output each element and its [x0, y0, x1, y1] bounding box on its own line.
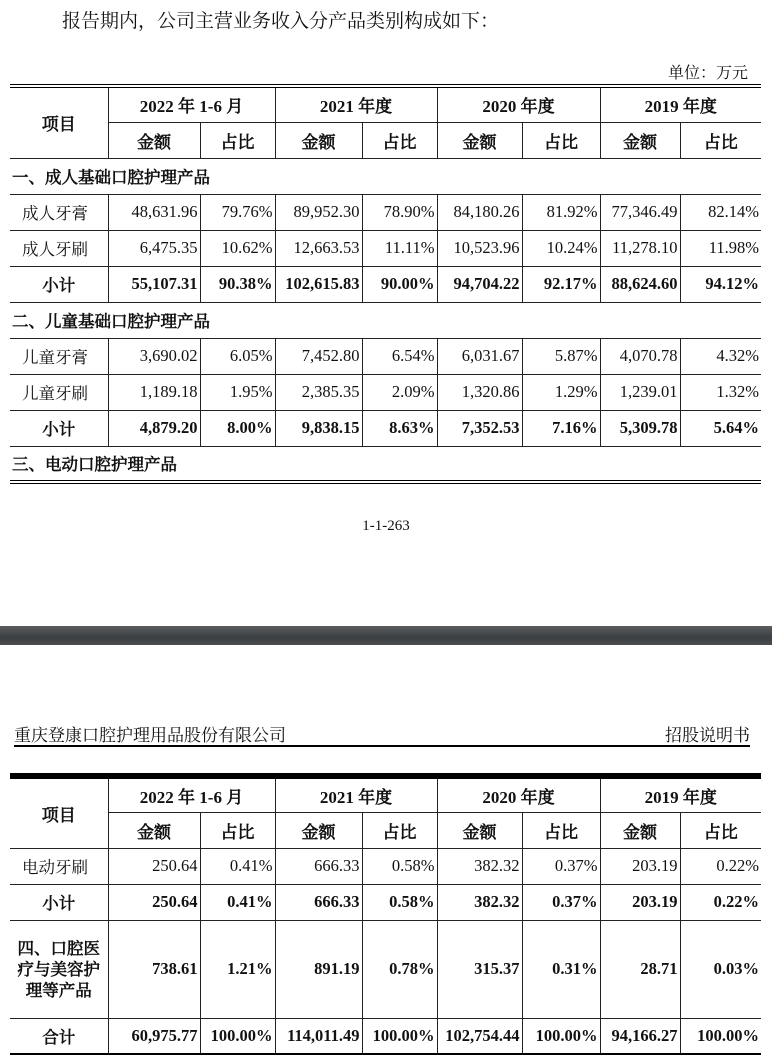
amount-cell: 77,346.49: [600, 194, 680, 230]
page-header: [14, 721, 750, 747]
row-label: 小计: [10, 266, 108, 302]
amount-cell: 5,309.78: [600, 410, 680, 446]
row-label: 儿童牙刷: [10, 374, 108, 410]
row-label: 成人牙刷: [10, 230, 108, 266]
ratio-cell: 6.54%: [362, 338, 437, 374]
ratio-cell: 100.00%: [680, 1018, 761, 1054]
amount-cell: 2,385.35: [275, 374, 362, 410]
intro-text: 报告期内，公司主营业务收入分产品类别构成如下：: [62, 11, 500, 32]
ratio-cell: 11.98%: [680, 230, 761, 266]
ratio-header: 占比: [362, 812, 437, 848]
row-label: 成人牙膏: [10, 194, 108, 230]
amount-cell: 4,879.20: [108, 410, 200, 446]
amount-cell: 203.19: [600, 848, 680, 884]
amount-cell: 28.71: [600, 920, 680, 1018]
table-row: [10, 884, 761, 920]
amount-cell: 315.37: [437, 920, 522, 1018]
amount-cell: 48,631.96: [108, 194, 200, 230]
period-header: 2019 年度: [600, 776, 761, 812]
section-row: [10, 446, 761, 482]
row-label: 四、口腔医疗与美容护理等产品: [10, 920, 108, 1018]
ratio-cell: 0.22%: [680, 848, 761, 884]
section-title: 一、成人基础口腔护理产品: [10, 158, 761, 194]
revenue-table-part1: [10, 84, 761, 484]
table-row: [10, 920, 761, 1018]
ratio-cell: 78.90%: [362, 194, 437, 230]
amount-cell: 102,615.83: [275, 266, 362, 302]
table-row: [10, 848, 761, 884]
ratio-header: 占比: [200, 122, 275, 158]
ratio-cell: 0.37%: [522, 884, 600, 920]
ratio-cell: 0.58%: [362, 884, 437, 920]
amount-cell: 1,320.86: [437, 374, 522, 410]
amount-cell: 891.19: [275, 920, 362, 1018]
period-header: 2021 年度: [275, 86, 437, 122]
ratio-cell: 79.76%: [200, 194, 275, 230]
ratio-cell: 0.78%: [362, 920, 437, 1018]
amount-cell: 666.33: [275, 848, 362, 884]
ratio-cell: 90.38%: [200, 266, 275, 302]
ratio-cell: 100.00%: [200, 1018, 275, 1054]
ratio-cell: 1.29%: [522, 374, 600, 410]
item-header: 项目: [10, 776, 108, 848]
ratio-header: 占比: [680, 812, 761, 848]
ratio-cell: 4.32%: [680, 338, 761, 374]
period-header: 2020 年度: [437, 86, 600, 122]
ratio-cell: 94.12%: [680, 266, 761, 302]
ratio-cell: 10.24%: [522, 230, 600, 266]
amount-header: 金额: [108, 812, 200, 848]
ratio-header: 占比: [522, 122, 600, 158]
amount-cell: 9,838.15: [275, 410, 362, 446]
amount-cell: 102,754.44: [437, 1018, 522, 1054]
ratio-cell: 2.09%: [362, 374, 437, 410]
page-number: 1-1-263: [362, 518, 410, 534]
unit-label: 单位：万元: [667, 65, 748, 82]
amount-header: 金额: [275, 812, 362, 848]
table-row: [10, 410, 761, 446]
amount-cell: 12,663.53: [275, 230, 362, 266]
ratio-cell: 0.31%: [522, 920, 600, 1018]
amount-cell: 88,624.60: [600, 266, 680, 302]
amount-cell: 382.32: [437, 884, 522, 920]
amount-header: 金额: [600, 812, 680, 848]
section-row: [10, 302, 761, 338]
amount-cell: 1,189.18: [108, 374, 200, 410]
ratio-cell: 90.00%: [362, 266, 437, 302]
amount-cell: 666.33: [275, 884, 362, 920]
period-header: 2022 年 1-6 月: [108, 776, 275, 812]
revenue-table-part2: [10, 773, 761, 1055]
row-label: 小计: [10, 410, 108, 446]
amount-cell: 3,690.02: [108, 338, 200, 374]
ratio-cell: 100.00%: [362, 1018, 437, 1054]
amount-cell: 7,352.53: [437, 410, 522, 446]
ratio-cell: 7.16%: [522, 410, 600, 446]
period-header: 2021 年度: [275, 776, 437, 812]
amount-cell: 6,475.35: [108, 230, 200, 266]
amount-cell: 94,166.27: [600, 1018, 680, 1054]
amount-cell: 382.32: [437, 848, 522, 884]
amount-cell: 55,107.31: [108, 266, 200, 302]
section-title: 二、儿童基础口腔护理产品: [10, 302, 761, 338]
amount-header: 金额: [108, 122, 200, 158]
amount-header: 金额: [437, 812, 522, 848]
header-row: [10, 86, 761, 122]
amount-cell: 4,070.78: [600, 338, 680, 374]
company-name: 重庆登康口腔护理用品股份有限公司: [14, 726, 286, 745]
ratio-cell: 5.87%: [522, 338, 600, 374]
amount-cell: 89,952.30: [275, 194, 362, 230]
ratio-cell: 5.64%: [680, 410, 761, 446]
amount-cell: 94,704.22: [437, 266, 522, 302]
amount-cell: 84,180.26: [437, 194, 522, 230]
ratio-cell: 92.17%: [522, 266, 600, 302]
subheader-row: [10, 812, 761, 848]
row-label: 儿童牙膏: [10, 338, 108, 374]
ratio-cell: 100.00%: [522, 1018, 600, 1054]
amount-header: 金额: [437, 122, 522, 158]
page-separator: [0, 626, 772, 645]
period-header: 2020 年度: [437, 776, 600, 812]
ratio-cell: 0.22%: [680, 884, 761, 920]
row-label: 合计: [10, 1018, 108, 1054]
table-row: [10, 266, 761, 302]
table-row: [10, 230, 761, 266]
ratio-cell: 0.58%: [362, 848, 437, 884]
row-label: 电动牙刷: [10, 848, 108, 884]
ratio-cell: 1.32%: [680, 374, 761, 410]
row-label: 小计: [10, 884, 108, 920]
amount-cell: 6,031.67: [437, 338, 522, 374]
section-row: [10, 158, 761, 194]
section-title: 三、电动口腔护理产品: [10, 446, 761, 482]
ratio-header: 占比: [680, 122, 761, 158]
amount-cell: 738.61: [108, 920, 200, 1018]
ratio-cell: 10.62%: [200, 230, 275, 266]
amount-cell: 11,278.10: [600, 230, 680, 266]
ratio-cell: 8.00%: [200, 410, 275, 446]
amount-cell: 250.64: [108, 884, 200, 920]
ratio-cell: 0.37%: [522, 848, 600, 884]
ratio-cell: 0.41%: [200, 884, 275, 920]
ratio-cell: 0.03%: [680, 920, 761, 1018]
table-row: [10, 1018, 761, 1054]
ratio-cell: 1.95%: [200, 374, 275, 410]
table-row: [10, 194, 761, 230]
item-header: 项目: [10, 86, 108, 158]
amount-cell: 250.64: [108, 848, 200, 884]
ratio-header: 占比: [200, 812, 275, 848]
amount-cell: 10,523.96: [437, 230, 522, 266]
amount-header: 金额: [275, 122, 362, 158]
table-row: [10, 374, 761, 410]
table-row: [10, 338, 761, 374]
ratio-header: 占比: [362, 122, 437, 158]
document-title: 招股说明书: [665, 726, 750, 745]
amount-cell: 114,011.49: [275, 1018, 362, 1054]
ratio-cell: 1.21%: [200, 920, 275, 1018]
amount-cell: 1,239.01: [600, 374, 680, 410]
header-row: [10, 776, 761, 812]
ratio-cell: 0.41%: [200, 848, 275, 884]
ratio-header: 占比: [522, 812, 600, 848]
amount-header: 金额: [600, 122, 680, 158]
amount-cell: 7,452.80: [275, 338, 362, 374]
subheader-row: [10, 122, 761, 158]
ratio-cell: 11.11%: [362, 230, 437, 266]
ratio-cell: 8.63%: [362, 410, 437, 446]
ratio-cell: 6.05%: [200, 338, 275, 374]
ratio-cell: 82.14%: [680, 194, 761, 230]
amount-cell: 203.19: [600, 884, 680, 920]
amount-cell: 60,975.77: [108, 1018, 200, 1054]
period-header: 2019 年度: [600, 86, 761, 122]
ratio-cell: 81.92%: [522, 194, 600, 230]
period-header: 2022 年 1-6 月: [108, 86, 275, 122]
